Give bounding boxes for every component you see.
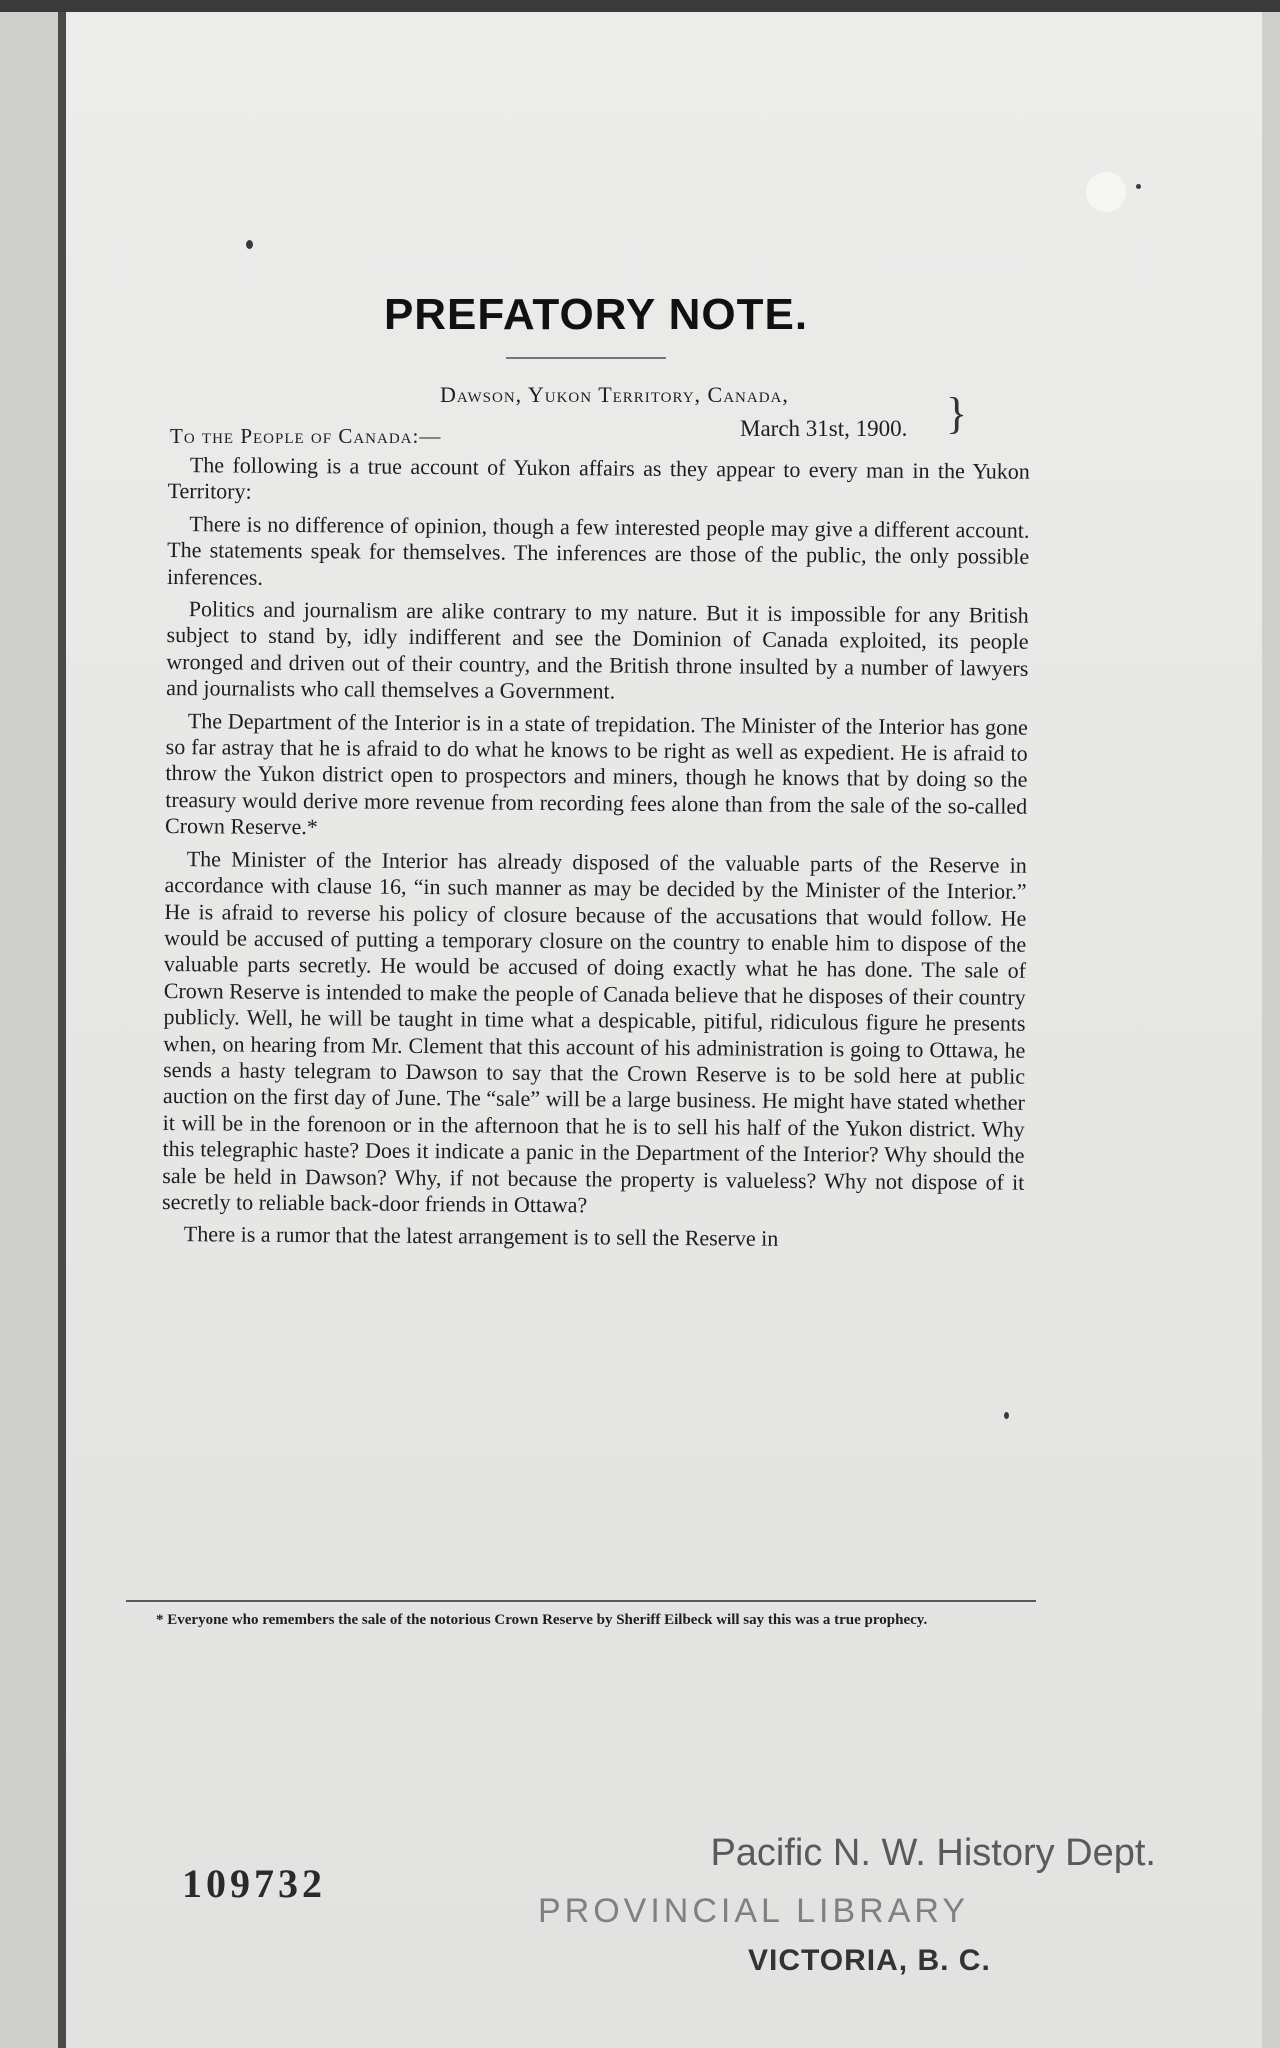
- dateline-date: March 31st, 1900.: [740, 416, 908, 441]
- library-stamp: [536, 1832, 1176, 1992]
- footnote: * Everyone who remembers the sale of the notorious Crown Reserve by Sheriff Eilbeck will say this was a true prophecy.: [156, 1612, 928, 1628]
- accession-number: 109732: [182, 1861, 326, 1906]
- paragraph: There is a rumor that the latest arrangement is to sell the Reserve in: [183, 1221, 779, 1252]
- paragraph: There is no difference of opinion, though a few interested people may give a different account. The statements speak for themselves. The inferences are those of the public, the only possible inferences.: [166, 510, 1030, 590]
- dust-speck: [246, 240, 253, 249]
- right-scan-edge: [1262, 12, 1280, 2048]
- document-page: [66, 12, 1262, 2048]
- paragraph: The Minister of the Interior has already disposed of the valuable parts of the Reserve in accordance with clause 16, “in such manner as may be decided by the Minister of the Interior.” He is afraid to reverse his policy of closure because of the accusations that would follow. He would be accused of putting a temporary closure on the country to enable him to dispose of the valuable parts secretly. He would be accused of doing exactly what he has done. The sale of Crown Reserve is intended to make the people of Canada believe that he disposes of their country publicly. Well, he will be taught in time what a despicable, pitiful, ridiculous figure he presents when, on hearing from Mr. Clement that this account of his administration is going to Ottawa, he sends a hasty telegram to Dawson to say that the Crown Reserve is to be sold here at public auction on the first day of June. The “sale” will be a large business. He might have stated whether it will be in the forenoon or in the afternoon that he is to sell his half of the Yukon district. Why this telegraphic haste? Does it indicate a panic in the Department of the Interior? Why should the sale be held in Dawson? Why, if not because the property is valueless? Why not dispose of it secretly to reliable back-door friends in Ottawa?: [162, 845, 1027, 1218]
- stamp-line-city: VICTORIA, B. C.: [748, 1944, 991, 1977]
- binding-gutter: [58, 12, 66, 2048]
- page-title: PREFATORY NOTE.: [383, 290, 809, 339]
- paragraph: The Department of the Interior is in a state of trepidation. The Minister of the Interior has gone so far astray that he is afraid to do what he knows to be right as well as expedient. He is afraid to throw the Yukon district open to prospectors and miners, though he knows that by doing so the treasury would derive more revenue from recording fees alone than from the sale of the so-called Crown Reserve.*: [164, 707, 1028, 840]
- paragraph: The following is a true account of Yukon affairs as they appear to every man in the Yukon Territory:: [167, 452, 1030, 505]
- dateline-brace: }: [946, 389, 968, 438]
- scan-glare: [1086, 172, 1126, 212]
- title-rule: [506, 357, 666, 359]
- dust-speck: [1004, 1412, 1009, 1419]
- scan-border-top: [0, 0, 1280, 12]
- salutation: To the People of Canada:—: [170, 424, 442, 448]
- dust-speck: [1136, 184, 1141, 189]
- footnote-rule: [126, 1600, 1036, 1602]
- stamp-line-department: Pacific N. W. History Dept.: [710, 1832, 1156, 1874]
- body-text: [162, 452, 1030, 1261]
- paragraph: Politics and journalism are alike contrary to my nature. But it is impossible for any British subject to stand by, idly indifferent and see the Dominion of Canada exploited, its people wronged and driven out of their country, and the British throne insulted by a number of lawyers and journalists who call themselves a Government.: [166, 596, 1029, 704]
- adjacent-page-edge: [0, 12, 58, 2048]
- dateline-place: Dawson, Yukon Territory, Canada,: [440, 382, 789, 407]
- stamp-line-library: PROVINCIAL LIBRARY: [538, 1892, 970, 1930]
